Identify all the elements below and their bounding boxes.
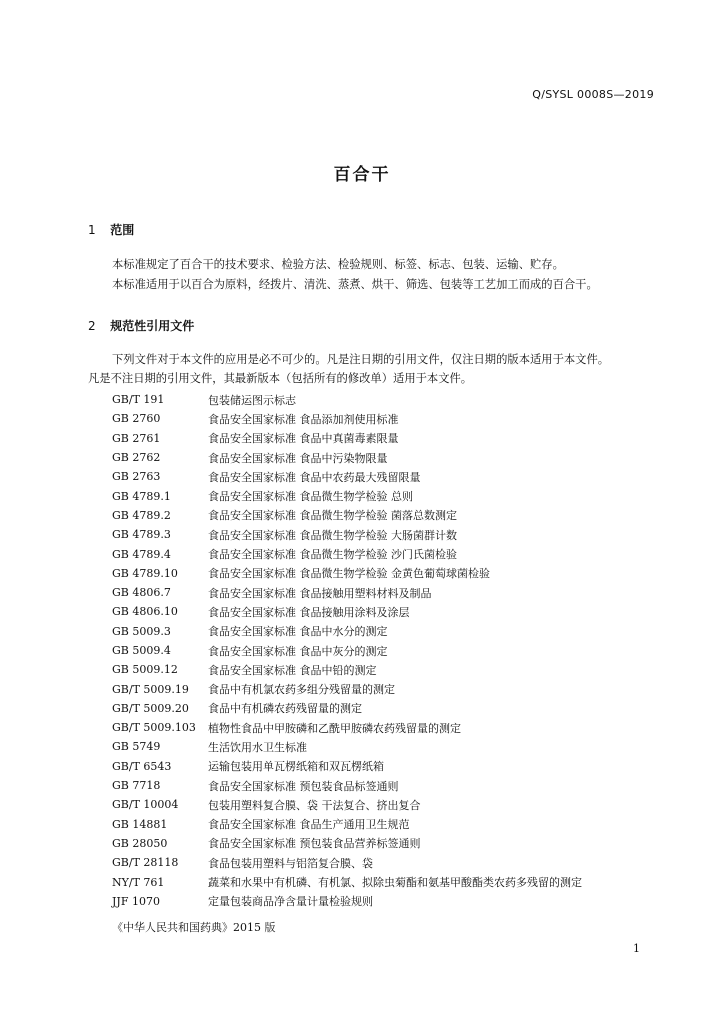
reference-item [112,544,582,563]
reference-title: 食品安全国家标准 食品中水分的测定 [208,625,388,639]
scope-paragraph-2: 本标准适用于以百合为原料，经拨片、清洗、蒸煮、烘干、筛选、包装等工艺加工而成的百合干。 [112,278,598,291]
reference-code: GB 14881 [112,817,168,831]
reference-code: GB 5009.4 [112,644,171,657]
reference-title: 食品中有机磷农药残留量的测定 [208,702,362,716]
reference-title: 食品安全国家标准 食品微生物学检验 沙门氏菌检验 [208,548,457,562]
reference-code: GB 4806.7 [112,586,171,600]
reference-code: GB/T 191 [112,393,165,407]
reference-title: 食品安全国家标准 食品中铅的测定 [208,663,377,677]
reference-item [112,776,582,795]
reference-item [112,506,582,525]
reference-code: GB 4789.1 [112,489,171,503]
section-number: 2 [88,319,96,333]
reference-code: GB 4789.3 [112,528,171,542]
reference-item [112,583,582,602]
reference-item [112,872,582,891]
reference-title: 食品安全国家标准 食品微生物学检验 总则 [208,490,413,504]
reference-title: 食品安全国家标准 食品微生物学检验 菌落总数测定 [208,509,457,523]
reference-item [112,564,582,583]
reference-title: 食品安全国家标准 预包装食品标签通则 [208,779,399,793]
reference-code: GB/T 5009.103 [112,721,196,735]
reference-item [112,737,582,756]
reference-code: GB/T 28118 [112,856,179,870]
reference-title: 蔬菜和水果中有机磷、有机氯、拟除虫菊酯和氨基甲酸酯类农药多残留的测定 [208,876,582,890]
reference-title: 植物性食品中甲胺磷和乙酰甲胺磷农药残留量的测定 [208,721,461,735]
reference-code: GB 4789.10 [112,566,178,580]
reference-code: GB 5009.3 [112,624,171,638]
reference-code: GB 5749 [112,740,161,754]
reference-code: GB/T 5009.20 [112,701,189,715]
reference-item [112,622,582,641]
reference-title: 运输包装用单瓦楞纸箱和双瓦楞纸箱 [208,760,384,774]
reference-title: 食品安全国家标准 食品微生物学检验 大肠菌群计数 [208,528,457,542]
reference-item [112,390,582,409]
reference-item [112,660,582,679]
reference-code: GB 2763 [112,470,161,484]
reference-title: 食品安全国家标准 食品生产通用卫生规范 [208,818,410,832]
reference-item [112,834,582,853]
document-title: 百合干 [333,165,391,185]
reference-item [112,486,582,505]
reference-title: 定量包装商品净含量计量检验规则 [208,895,373,909]
reference-item [112,699,582,718]
document-code: Q/SYSL 0008S—2019 [532,88,654,101]
reference-title: 食品安全国家标准 食品中污染物限量 [208,451,388,465]
reference-code: JJF 1070 [112,894,160,908]
page-number: 1 [633,942,640,955]
reference-item [112,853,582,872]
reference-title: 食品安全国家标准 食品添加剂使用标准 [208,412,399,426]
reference-code: GB 4806.10 [112,605,178,619]
reference-title: 食品安全国家标准 食品接触用涂料及涂层 [208,605,410,619]
reference-code: GB 2760 [112,412,161,426]
reference-code: GB 4789.2 [112,508,171,522]
reference-item [112,448,582,467]
section-heading-scope [88,221,134,238]
scope-paragraph-1: 本标准规定了百合干的技术要求、检验方法、检验规则、标签、标志、包装、运输、贮存。 [112,258,564,271]
reference-item [112,641,582,660]
reference-code: GB 2762 [112,451,161,465]
reference-title: 食品中有机氯农药多组分残留量的测定 [208,683,395,697]
reference-title: 食品安全国家标准 预包装食品营养标签通则 [208,837,421,851]
reference-item [112,892,582,911]
section-heading-normative-references [88,317,194,334]
reference-code: GB/T 10004 [112,798,179,812]
reference-item [112,429,582,448]
reference-code: GB 28050 [112,836,168,850]
reference-title: 食品安全国家标准 食品接触用塑料材料及制品 [208,586,432,600]
reference-item [112,467,582,486]
reference-code: GB 7718 [112,779,161,793]
reference-item [112,679,582,698]
section-number: 1 [88,223,96,237]
reference-code: GB/T 6543 [112,759,172,773]
reference-code: GB/T 5009.19 [112,682,189,696]
reference-title: 食品包装用塑料与铝箔复合膜、袋 [208,856,373,870]
reference-item [112,525,582,544]
reference-title: 食品安全国家标准 食品中真菌毒素限量 [208,432,399,446]
reference-list [112,390,582,911]
reference-code: NY/T 761 [112,875,165,889]
reference-item [112,815,582,834]
pharmacopoeia-reference: 《中华人民共和国药典》2015 版 [112,921,276,934]
reference-item [112,757,582,776]
section-title: 范围 [110,223,135,237]
reference-code: GB 2761 [112,431,161,445]
reference-item [112,409,582,428]
reference-title: 包装用塑料复合膜、袋 干法复合、挤出复合 [208,798,421,812]
reference-title: 食品安全国家标准 食品中农药最大残留限量 [208,470,421,484]
section-title: 规范性引用文件 [110,319,195,333]
reference-item [112,718,582,737]
reference-code: GB 4789.4 [112,547,171,561]
references-intro-line-1: 下列文件对于本文件的应用是必不可少的。凡是注日期的引用文件，仅注日期的版本适用于本文件。 [112,353,610,366]
reference-title: 食品安全国家标准 食品中灰分的测定 [208,644,388,658]
reference-title: 生活饮用水卫生标准 [208,740,307,754]
reference-item [112,602,582,621]
references-intro-line-2: 凡是不注日期的引用文件，其最新版本（包括所有的修改单）适用于本文件。 [88,372,473,385]
reference-item [112,795,582,814]
reference-title: 包装储运图示标志 [208,393,296,407]
reference-title: 食品安全国家标准 食品微生物学检验 金黄色葡萄球菌检验 [208,567,490,581]
reference-code: GB 5009.12 [112,663,178,677]
